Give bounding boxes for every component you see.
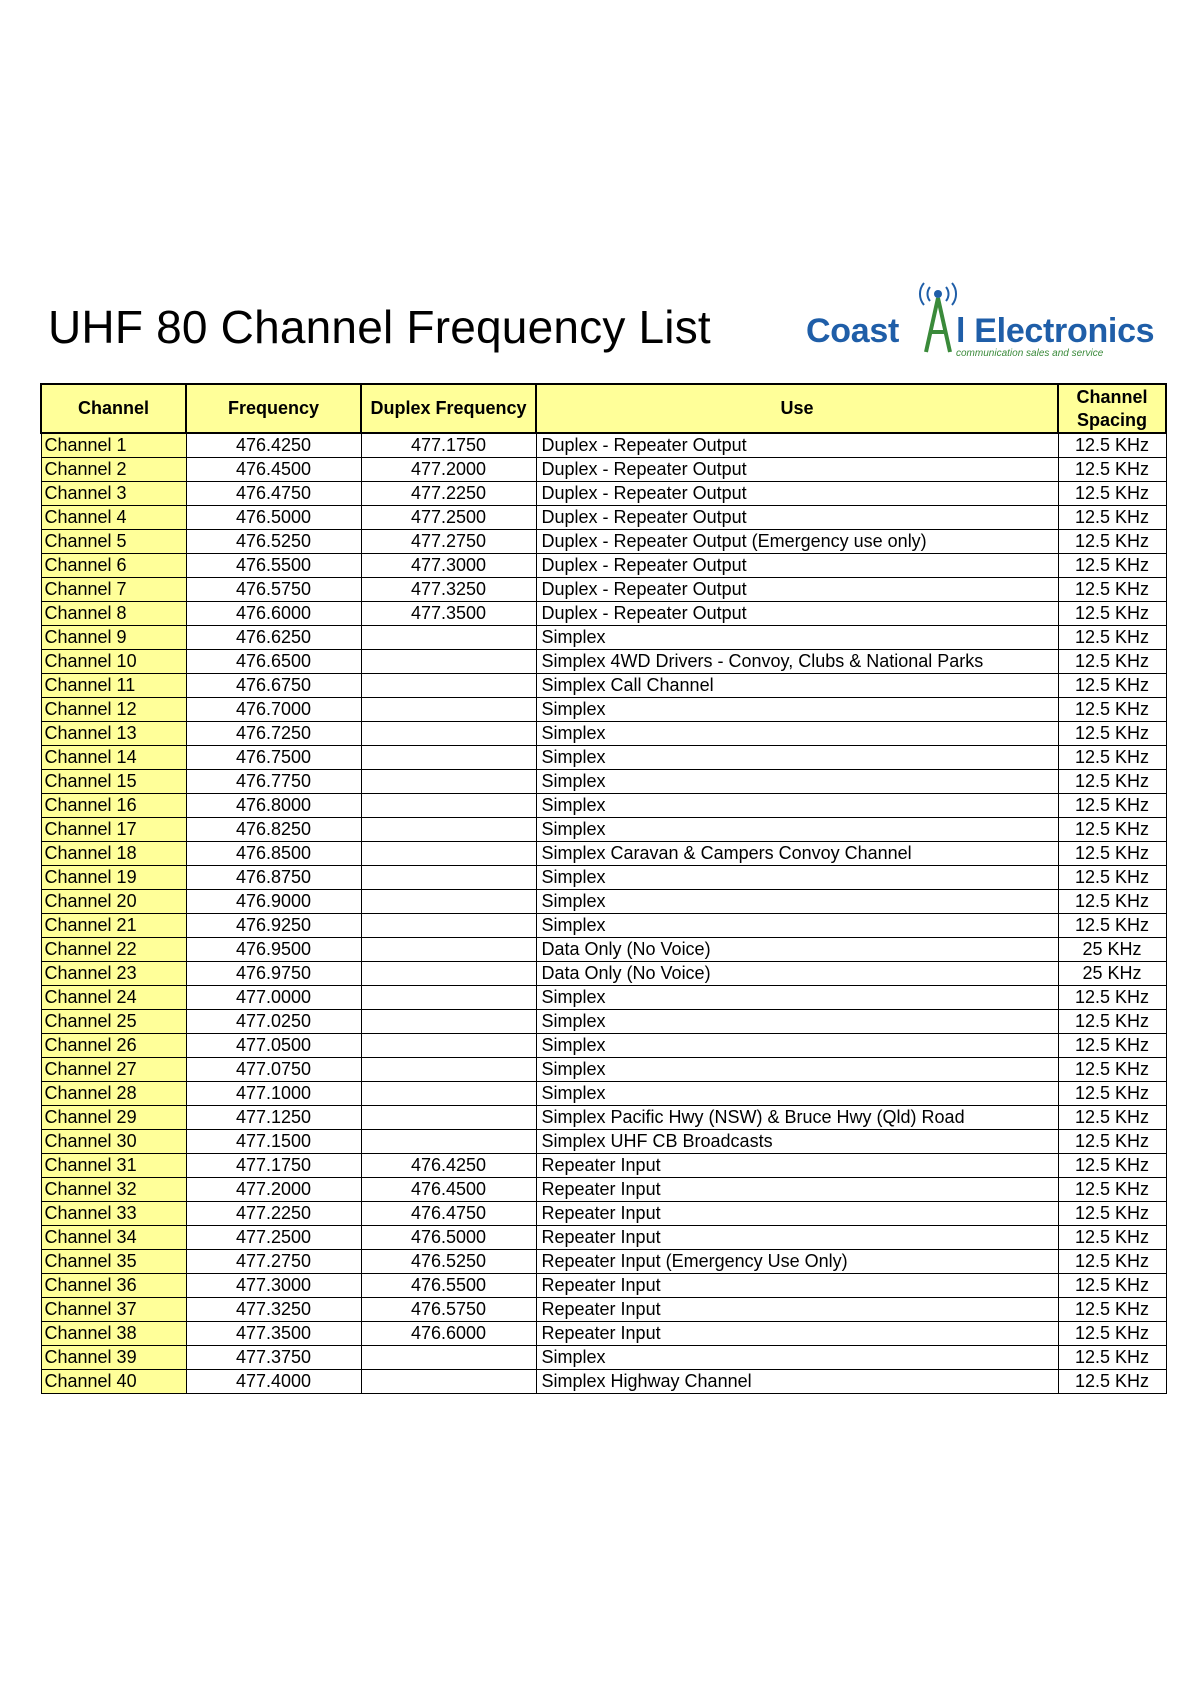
cell-channel: Channel 39 <box>41 1346 186 1370</box>
cell-use: Duplex - Repeater Output <box>536 578 1058 602</box>
cell-frequency: 476.5750 <box>186 578 361 602</box>
cell-use: Simplex <box>536 1346 1058 1370</box>
cell-frequency: 477.0500 <box>186 1034 361 1058</box>
cell-channel: Channel 12 <box>41 698 186 722</box>
table-row <box>41 1154 1166 1178</box>
cell-channel-spacing: 12.5 KHz <box>1058 890 1166 914</box>
cell-frequency: 476.8750 <box>186 866 361 890</box>
cell-use: Repeater Input <box>536 1202 1058 1226</box>
cell-duplex-frequency <box>361 794 536 818</box>
cell-channel: Channel 20 <box>41 890 186 914</box>
cell-channel: Channel 2 <box>41 458 186 482</box>
header-frequency: Frequency <box>186 384 361 433</box>
cell-frequency: 477.1250 <box>186 1106 361 1130</box>
table-row <box>41 506 1166 530</box>
cell-channel-spacing: 12.5 KHz <box>1058 914 1166 938</box>
cell-duplex-frequency: 477.2000 <box>361 458 536 482</box>
table-row <box>41 1226 1166 1250</box>
cell-duplex-frequency: 477.3000 <box>361 554 536 578</box>
cell-use: Simplex Highway Channel <box>536 1370 1058 1394</box>
cell-frequency: 476.4500 <box>186 458 361 482</box>
cell-channel-spacing: 12.5 KHz <box>1058 1034 1166 1058</box>
cell-use: Simplex <box>536 626 1058 650</box>
cell-channel-spacing: 12.5 KHz <box>1058 770 1166 794</box>
cell-use: Duplex - Repeater Output (Emergency use only) <box>536 530 1058 554</box>
cell-channel-spacing: 12.5 KHz <box>1058 1322 1166 1346</box>
cell-use: Simplex <box>536 1010 1058 1034</box>
cell-duplex-frequency: 477.2750 <box>361 530 536 554</box>
cell-frequency: 476.4750 <box>186 482 361 506</box>
cell-use: Simplex Caravan & Campers Convoy Channel <box>536 842 1058 866</box>
cell-channel-spacing: 12.5 KHz <box>1058 506 1166 530</box>
cell-duplex-frequency <box>361 1346 536 1370</box>
table-row <box>41 458 1166 482</box>
cell-duplex-frequency: 477.1750 <box>361 433 536 458</box>
cell-frequency: 476.6750 <box>186 674 361 698</box>
cell-duplex-frequency <box>361 1010 536 1034</box>
table-row <box>41 1058 1166 1082</box>
table-row <box>41 1106 1166 1130</box>
cell-channel: Channel 38 <box>41 1322 186 1346</box>
cell-channel-spacing: 12.5 KHz <box>1058 1370 1166 1394</box>
cell-frequency: 476.5000 <box>186 506 361 530</box>
cell-frequency: 476.5500 <box>186 554 361 578</box>
cell-channel: Channel 31 <box>41 1154 186 1178</box>
cell-frequency: 476.8000 <box>186 794 361 818</box>
cell-channel-spacing: 12.5 KHz <box>1058 1250 1166 1274</box>
table-row <box>41 986 1166 1010</box>
cell-use: Simplex Call Channel <box>536 674 1058 698</box>
cell-frequency: 477.3500 <box>186 1322 361 1346</box>
table-row <box>41 1034 1166 1058</box>
table-row <box>41 433 1166 458</box>
table-row <box>41 530 1166 554</box>
cell-frequency: 476.9750 <box>186 962 361 986</box>
cell-channel-spacing: 12.5 KHz <box>1058 1298 1166 1322</box>
cell-channel: Channel 8 <box>41 602 186 626</box>
cell-channel: Channel 3 <box>41 482 186 506</box>
cell-frequency: 476.9250 <box>186 914 361 938</box>
cell-channel: Channel 37 <box>41 1298 186 1322</box>
cell-channel-spacing: 12.5 KHz <box>1058 1226 1166 1250</box>
cell-use: Simplex <box>536 746 1058 770</box>
header-channel-spacing: Channel Spacing <box>1058 384 1166 433</box>
cell-frequency: 477.2500 <box>186 1226 361 1250</box>
cell-use: Duplex - Repeater Output <box>536 602 1058 626</box>
cell-channel-spacing: 12.5 KHz <box>1058 1058 1166 1082</box>
cell-frequency: 476.7500 <box>186 746 361 770</box>
cell-channel: Channel 6 <box>41 554 186 578</box>
cell-duplex-frequency: 477.3250 <box>361 578 536 602</box>
cell-channel-spacing: 12.5 KHz <box>1058 1010 1166 1034</box>
cell-channel-spacing: 12.5 KHz <box>1058 674 1166 698</box>
cell-use: Simplex <box>536 794 1058 818</box>
cell-channel-spacing: 12.5 KHz <box>1058 746 1166 770</box>
cell-channel: Channel 32 <box>41 1178 186 1202</box>
cell-channel-spacing: 12.5 KHz <box>1058 554 1166 578</box>
cell-duplex-frequency <box>361 1082 536 1106</box>
cell-use: Simplex Pacific Hwy (NSW) & Bruce Hwy (Qld) Road <box>536 1106 1058 1130</box>
cell-channel: Channel 27 <box>41 1058 186 1082</box>
cell-duplex-frequency <box>361 818 536 842</box>
cell-channel-spacing: 12.5 KHz <box>1058 794 1166 818</box>
cell-frequency: 476.7250 <box>186 722 361 746</box>
cell-frequency: 477.2250 <box>186 1202 361 1226</box>
cell-duplex-frequency: 477.3500 <box>361 602 536 626</box>
cell-channel-spacing: 12.5 KHz <box>1058 482 1166 506</box>
cell-frequency: 476.7000 <box>186 698 361 722</box>
cell-channel: Channel 33 <box>41 1202 186 1226</box>
table-row <box>41 1178 1166 1202</box>
cell-channel-spacing: 12.5 KHz <box>1058 1130 1166 1154</box>
cell-duplex-frequency: 476.4500 <box>361 1178 536 1202</box>
cell-duplex-frequency: 476.5250 <box>361 1250 536 1274</box>
cell-duplex-frequency <box>361 986 536 1010</box>
logo-text-electronics: l Electronics <box>956 312 1155 350</box>
cell-use: Repeater Input (Emergency Use Only) <box>536 1250 1058 1274</box>
cell-frequency: 476.6500 <box>186 650 361 674</box>
table-row <box>41 1130 1166 1154</box>
cell-frequency: 476.7750 <box>186 770 361 794</box>
cell-channel: Channel 34 <box>41 1226 186 1250</box>
cell-channel: Channel 24 <box>41 986 186 1010</box>
cell-duplex-frequency <box>361 1058 536 1082</box>
cell-duplex-frequency <box>361 866 536 890</box>
cell-channel: Channel 19 <box>41 866 186 890</box>
cell-channel: Channel 25 <box>41 1010 186 1034</box>
cell-channel-spacing: 12.5 KHz <box>1058 1082 1166 1106</box>
cell-use: Repeater Input <box>536 1178 1058 1202</box>
cell-channel-spacing: 12.5 KHz <box>1058 1346 1166 1370</box>
table-row <box>41 1274 1166 1298</box>
cell-frequency: 476.4250 <box>186 433 361 458</box>
cell-channel-spacing: 12.5 KHz <box>1058 986 1166 1010</box>
cell-duplex-frequency <box>361 1034 536 1058</box>
cell-channel: Channel 21 <box>41 914 186 938</box>
table-row <box>41 818 1166 842</box>
cell-frequency: 477.3250 <box>186 1298 361 1322</box>
cell-channel-spacing: 12.5 KHz <box>1058 626 1166 650</box>
cell-duplex-frequency: 476.5000 <box>361 1226 536 1250</box>
table-row <box>41 602 1166 626</box>
cell-use: Simplex 4WD Drivers - Convoy, Clubs & National Parks <box>536 650 1058 674</box>
cell-duplex-frequency <box>361 770 536 794</box>
cell-channel-spacing: 12.5 KHz <box>1058 1154 1166 1178</box>
table-row <box>41 1082 1166 1106</box>
cell-duplex-frequency <box>361 650 536 674</box>
cell-frequency: 477.1500 <box>186 1130 361 1154</box>
cell-frequency: 477.3750 <box>186 1346 361 1370</box>
table-row <box>41 746 1166 770</box>
cell-use: Simplex <box>536 890 1058 914</box>
cell-frequency: 477.0250 <box>186 1010 361 1034</box>
cell-frequency: 476.9000 <box>186 890 361 914</box>
cell-channel-spacing: 12.5 KHz <box>1058 650 1166 674</box>
cell-use: Simplex <box>536 722 1058 746</box>
cell-use: Data Only (No Voice) <box>536 938 1058 962</box>
cell-channel-spacing: 12.5 KHz <box>1058 602 1166 626</box>
cell-frequency: 477.0750 <box>186 1058 361 1082</box>
cell-duplex-frequency <box>361 1370 536 1394</box>
table-row <box>41 1322 1166 1346</box>
cell-duplex-frequency: 476.4250 <box>361 1154 536 1178</box>
cell-frequency: 477.4000 <box>186 1370 361 1394</box>
cell-channel: Channel 9 <box>41 626 186 650</box>
cell-frequency: 477.1750 <box>186 1154 361 1178</box>
cell-channel: Channel 15 <box>41 770 186 794</box>
cell-use: Data Only (No Voice) <box>536 962 1058 986</box>
table-row <box>41 482 1166 506</box>
cell-frequency: 477.1000 <box>186 1082 361 1106</box>
cell-duplex-frequency <box>361 1106 536 1130</box>
cell-channel: Channel 35 <box>41 1250 186 1274</box>
cell-duplex-frequency <box>361 722 536 746</box>
cell-channel-spacing: 12.5 KHz <box>1058 842 1166 866</box>
table-row <box>41 938 1166 962</box>
cell-use: Repeater Input <box>536 1226 1058 1250</box>
table-row <box>41 1346 1166 1370</box>
frequency-table <box>40 383 1167 1394</box>
cell-channel-spacing: 12.5 KHz <box>1058 1274 1166 1298</box>
cell-use: Simplex <box>536 866 1058 890</box>
cell-use: Simplex <box>536 1058 1058 1082</box>
cell-duplex-frequency <box>361 890 536 914</box>
cell-frequency: 477.2000 <box>186 1178 361 1202</box>
cell-frequency: 477.2750 <box>186 1250 361 1274</box>
table-row <box>41 722 1166 746</box>
cell-frequency: 477.3000 <box>186 1274 361 1298</box>
cell-duplex-frequency: 476.5750 <box>361 1298 536 1322</box>
cell-duplex-frequency <box>361 626 536 650</box>
cell-channel-spacing: 12.5 KHz <box>1058 722 1166 746</box>
cell-use: Duplex - Repeater Output <box>536 433 1058 458</box>
cell-use: Simplex <box>536 1034 1058 1058</box>
table-row <box>41 914 1166 938</box>
cell-duplex-frequency <box>361 698 536 722</box>
cell-channel: Channel 13 <box>41 722 186 746</box>
cell-frequency: 476.6000 <box>186 602 361 626</box>
table-row <box>41 578 1166 602</box>
cell-use: Repeater Input <box>536 1298 1058 1322</box>
cell-frequency: 476.9500 <box>186 938 361 962</box>
cell-channel: Channel 16 <box>41 794 186 818</box>
table-row <box>41 554 1166 578</box>
table-row <box>41 890 1166 914</box>
cell-frequency: 476.8500 <box>186 842 361 866</box>
cell-use: Simplex <box>536 698 1058 722</box>
cell-channel-spacing: 12.5 KHz <box>1058 1106 1166 1130</box>
cell-channel: Channel 22 <box>41 938 186 962</box>
cell-use: Repeater Input <box>536 1274 1058 1298</box>
cell-use: Simplex <box>536 914 1058 938</box>
cell-channel: Channel 7 <box>41 578 186 602</box>
cell-use: Duplex - Repeater Output <box>536 482 1058 506</box>
cell-frequency: 476.5250 <box>186 530 361 554</box>
cell-channel-spacing: 12.5 KHz <box>1058 1178 1166 1202</box>
cell-channel: Channel 1 <box>41 433 186 458</box>
table-header-row <box>41 384 1166 433</box>
logo-tagline: communication sales and service <box>956 348 1104 359</box>
cell-channel: Channel 23 <box>41 962 186 986</box>
table-row <box>41 1298 1166 1322</box>
cell-duplex-frequency <box>361 746 536 770</box>
cell-duplex-frequency <box>361 938 536 962</box>
company-logo <box>806 282 1155 362</box>
cell-channel: Channel 29 <box>41 1106 186 1130</box>
logo-text-coast: Coast <box>806 312 899 350</box>
table-row <box>41 674 1166 698</box>
cell-use: Simplex <box>536 818 1058 842</box>
cell-use: Repeater Input <box>536 1154 1058 1178</box>
table-row <box>41 1202 1166 1226</box>
cell-use: Simplex <box>536 770 1058 794</box>
cell-use: Duplex - Repeater Output <box>536 506 1058 530</box>
table-body <box>41 433 1166 1394</box>
cell-use: Duplex - Repeater Output <box>536 458 1058 482</box>
cell-use: Simplex <box>536 1082 1058 1106</box>
header-use: Use <box>536 384 1058 433</box>
cell-duplex-frequency <box>361 962 536 986</box>
cell-frequency: 476.6250 <box>186 626 361 650</box>
cell-channel: Channel 30 <box>41 1130 186 1154</box>
cell-duplex-frequency: 476.6000 <box>361 1322 536 1346</box>
table-row <box>41 626 1166 650</box>
header-duplex-frequency: Duplex Frequency <box>361 384 536 433</box>
cell-channel-spacing: 25 KHz <box>1058 962 1166 986</box>
cell-use: Simplex <box>536 986 1058 1010</box>
cell-duplex-frequency: 477.2500 <box>361 506 536 530</box>
cell-duplex-frequency: 476.4750 <box>361 1202 536 1226</box>
cell-channel: Channel 36 <box>41 1274 186 1298</box>
cell-channel-spacing: 12.5 KHz <box>1058 433 1166 458</box>
cell-duplex-frequency <box>361 914 536 938</box>
table-row <box>41 770 1166 794</box>
cell-channel-spacing: 12.5 KHz <box>1058 578 1166 602</box>
header-channel: Channel <box>41 384 186 433</box>
cell-duplex-frequency: 476.5500 <box>361 1274 536 1298</box>
table-row <box>41 1250 1166 1274</box>
cell-channel: Channel 26 <box>41 1034 186 1058</box>
table-row <box>41 842 1166 866</box>
cell-channel: Channel 4 <box>41 506 186 530</box>
cell-channel-spacing: 12.5 KHz <box>1058 458 1166 482</box>
cell-channel-spacing: 12.5 KHz <box>1058 818 1166 842</box>
table-row <box>41 866 1166 890</box>
cell-channel-spacing: 12.5 KHz <box>1058 1202 1166 1226</box>
table-row <box>41 1010 1166 1034</box>
cell-duplex-frequency <box>361 1130 536 1154</box>
cell-channel: Channel 14 <box>41 746 186 770</box>
table-row <box>41 962 1166 986</box>
cell-use: Repeater Input <box>536 1322 1058 1346</box>
cell-channel: Channel 5 <box>41 530 186 554</box>
cell-duplex-frequency <box>361 674 536 698</box>
cell-channel-spacing: 25 KHz <box>1058 938 1166 962</box>
cell-frequency: 477.0000 <box>186 986 361 1010</box>
cell-duplex-frequency: 477.2250 <box>361 482 536 506</box>
cell-duplex-frequency <box>361 842 536 866</box>
table-row <box>41 650 1166 674</box>
table-row <box>41 698 1166 722</box>
cell-channel-spacing: 12.5 KHz <box>1058 698 1166 722</box>
cell-channel-spacing: 12.5 KHz <box>1058 866 1166 890</box>
table-row <box>41 794 1166 818</box>
cell-frequency: 476.8250 <box>186 818 361 842</box>
cell-channel-spacing: 12.5 KHz <box>1058 530 1166 554</box>
table-row <box>41 1370 1166 1394</box>
cell-channel: Channel 17 <box>41 818 186 842</box>
cell-channel: Channel 10 <box>41 650 186 674</box>
cell-channel: Channel 11 <box>41 674 186 698</box>
cell-channel: Channel 28 <box>41 1082 186 1106</box>
cell-channel: Channel 18 <box>41 842 186 866</box>
page-title: UHF 80 Channel Frequency List <box>48 301 711 353</box>
cell-channel: Channel 40 <box>41 1370 186 1394</box>
cell-use: Duplex - Repeater Output <box>536 554 1058 578</box>
cell-use: Simplex UHF CB Broadcasts <box>536 1130 1058 1154</box>
